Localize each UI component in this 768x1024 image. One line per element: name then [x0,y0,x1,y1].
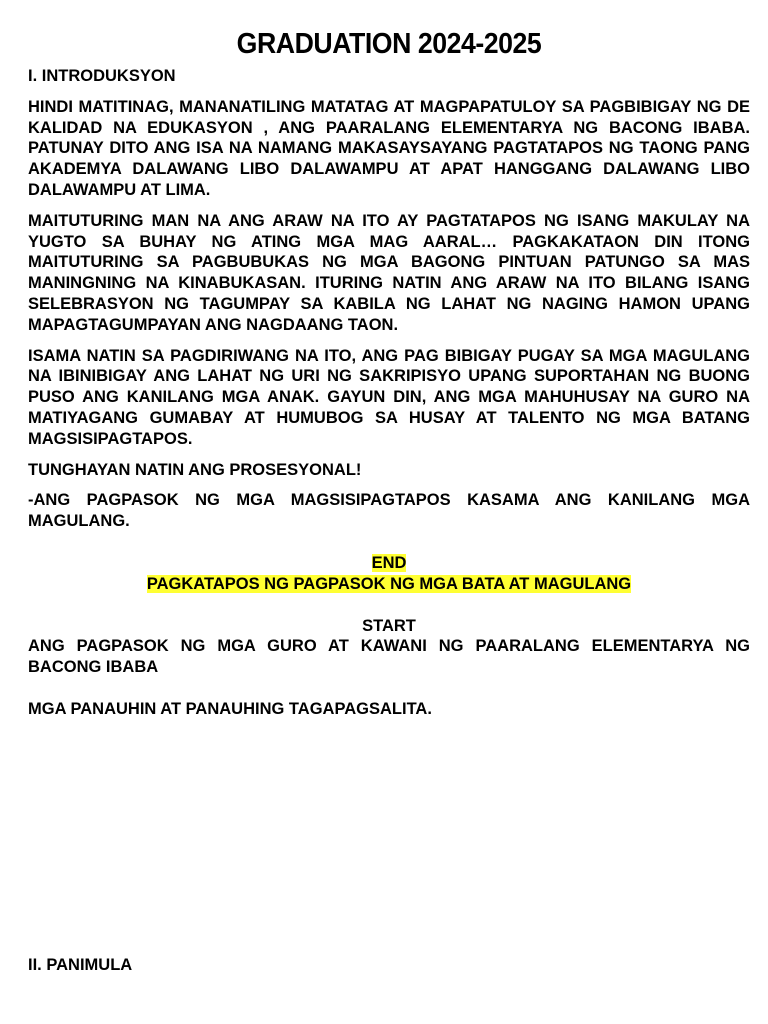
end-label: END [371,553,407,572]
document-page [28,26,750,720]
end-note: PAGKATAPOS NG PAGPASOK NG MGA BATA AT MAGULANG [146,574,632,593]
start-note: ANG PAGPASOK NG MGA GURO AT KAWANI NG PAARALANG ELEMENTARYA NG BACONG IBABA [28,637,750,677]
spacer [28,532,750,553]
end-cue-note [28,574,750,595]
start-label: START [362,616,416,635]
guests-line: MGA PANAUHIN AT PANAUHING TAGAPAGSALITA. [28,699,432,718]
intro-paragraph-2: MAITUTURING MAN NA ANG ARAW NA ITO AY PAGTATAPOS NG ISANG MAKULAY NA YUGTO SA BUHAY NG ATING MGA MAG AARAL… PAGKAKATAON DIN ITONG MAITUTURING SA PAGBUBUKAS NG MGA BAGONG PINTUAN PATUNGO SA MAS MANINGNING NA KINABUKASAN. ITURING NATIN ANG ARAW NA ITO BILANG ISANG SELEBRASYON NG TAGUMPAY SA KABILA NG LAHAT NG NAGING HAMON UPANG MAPAGTAGUMPAYAN ANG NAGDAANG TAON. [28,211,750,334]
section-heading-introduksyon: I. INTRODUKSYON [28,67,176,85]
procession-note: -ANG PAGPASOK NG MGA MAGSISIPAGTAPOS KASAMA ANG KANILANG MGA MAGULANG. [28,491,750,531]
section-heading-panimula: II. PANIMULA [28,956,133,974]
procession-call: TUNGHAYAN NATIN ANG PROSESYONAL! [28,460,362,479]
intro-paragraph-3: ISAMA NATIN SA PAGDIRIWANG NA ITO, ANG PAG BIBIGAY PUGAY SA MGA MAGULANG NA IBINIBIGAY ANG LAHAT NG URI NG SAKRIPISYO UPANG SUPORTAHAN NG BUONG PUSO ANG KANILANG MGA ANAK. GAYUN DIN, ANG MGA MAHUHUSAY NA GURO NA MATIYAGANG GUMABAY AT HUMUBOG SA HUSAY AT TALENTO NG MGA BATANG MAGSISIPAGTAPOS. [28,346,750,448]
document-title: GRADUATION 2024-2025 [236,28,542,60]
intro-paragraph-1: HINDI MATITINAG, MANANATILING MATATAG AT MAGPAPATULOY SA PAGBIBIGAY NG DE KALIDAD NA EDUKASYON , ANG PAARALANG ELEMENTARYA NG BACONG IBABA. PATUNAY DITO ANG ISA NA NAMANG MAKASAYSAYANG PAGTATAPOS NG TAONG PANG AKADEMYA DALAWANG LIBO DALAWAMPU AT APAT HANGGANG DALAWANG LIBO DALAWAMPU AT LIMA. [28,97,750,199]
spacer [28,678,750,699]
spacer [28,595,750,616]
end-cue [28,553,750,574]
